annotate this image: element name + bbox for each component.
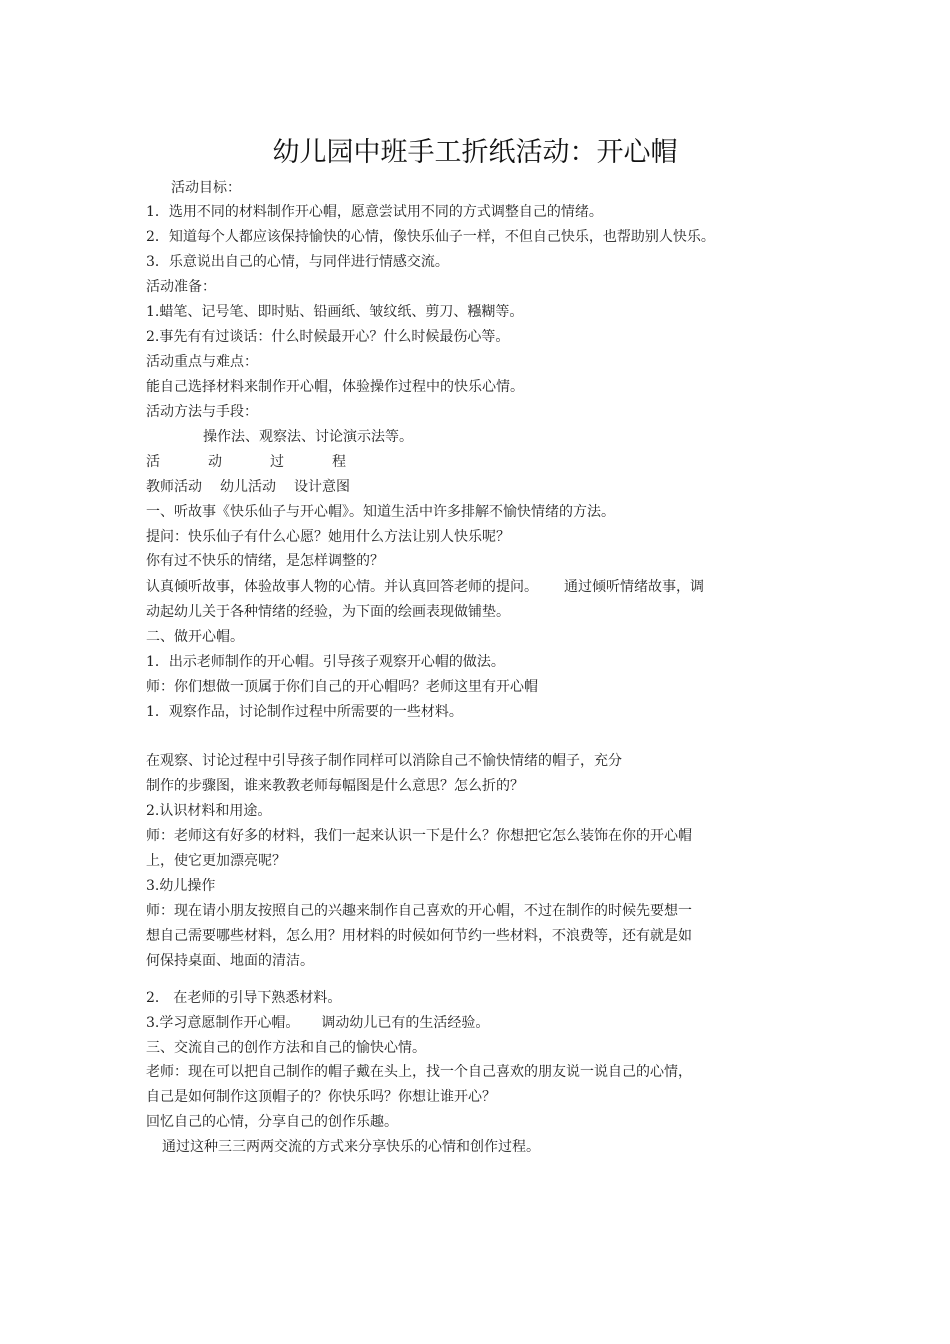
goal-item: 2．知道每个人都应该保持愉快的心情，像快乐仙子一样，不但自己快乐，也帮助别人快乐。 bbox=[146, 229, 715, 245]
paragraph: 上，使它更加漂亮呢？ bbox=[146, 853, 286, 869]
key-heading: 活动重点与难点： bbox=[146, 354, 258, 370]
prep-item: 1.蜡笔、记号笔、即时贴、铅画纸、皱纹纸、剪刀、糨糊等。 bbox=[146, 304, 524, 320]
paragraph: 自己是如何制作这顶帽子的？你快乐吗？你想让谁开心？ bbox=[146, 1089, 496, 1105]
paragraph: 3.幼儿操作 bbox=[146, 878, 216, 894]
paragraph: 师：老师这有好多的材料，我们一起来认识一下是什么？你想把它怎么装饰在你的开心帽 bbox=[146, 828, 692, 844]
paragraph: 师：你们想做一顶属于你们自己的开心帽吗？老师这里有开心帽 bbox=[146, 679, 538, 695]
paragraph: 师：现在请小朋友按照自己的兴趣来制作自己喜欢的开心帽，不过在制作的时候先要想一 bbox=[146, 903, 692, 919]
paragraph: 何保持桌面、地面的清洁。 bbox=[146, 953, 314, 969]
section-heading: 三、交流自己的创作方法和自己的愉快心情。 bbox=[146, 1040, 426, 1056]
paragraph: 2． 在老师的引导下熟悉材料。 bbox=[146, 990, 342, 1006]
paragraph: 1．出示老师制作的开心帽。引导孩子观察开心帽的做法。 bbox=[146, 654, 505, 670]
paragraph: 通过这种三三两两交流的方式来分享快乐的心情和创作过程。 bbox=[162, 1139, 540, 1155]
prep-item: 2.事先有有过谈话：什么时候最开心？什么时候最伤心等。 bbox=[146, 329, 510, 345]
column-header: 教师活动 bbox=[146, 479, 202, 495]
column-header: 设计意图 bbox=[294, 479, 350, 495]
design-intent: 通过倾听情绪故事，调 bbox=[564, 579, 704, 595]
paragraph bbox=[146, 1013, 489, 1033]
paragraph: 想自己需要哪些材料，怎么用？用材料的时候如何节约一些材料，不浪费等，还有就是如 bbox=[146, 928, 692, 944]
column-header: 幼儿活动 bbox=[220, 479, 276, 495]
process-char: 过 bbox=[270, 454, 284, 470]
goal-item: 3．乐意说出自己的心情，与同伴进行情感交流。 bbox=[146, 254, 449, 270]
design-intent: 调动幼儿已有的生活经验。 bbox=[321, 1015, 490, 1031]
goal-item: 1．选用不同的材料制作开心帽，愿意尝试用不同的方式调整自己的情绪。 bbox=[146, 204, 603, 220]
key-text: 能自己选择材料来制作开心帽，体验操作过程中的快乐心情。 bbox=[146, 379, 524, 395]
process-char: 活 bbox=[146, 454, 160, 470]
paragraph: 在观察、讨论过程中引导孩子制作同样可以消除自己不愉快情绪的帽子，充分 bbox=[146, 753, 622, 769]
prep-heading: 活动准备： bbox=[146, 279, 216, 295]
paragraph: 制作的步骤图，谁来教教老师每幅图是什么意思？怎么折的？ bbox=[146, 778, 524, 794]
section-heading: 二、做开心帽。 bbox=[146, 629, 244, 645]
process-heading bbox=[146, 452, 394, 472]
paragraph: 1．观察作品，讨论制作过程中所需要的一些材料。 bbox=[146, 704, 463, 720]
paragraph: 2.认识材料和用途。 bbox=[146, 803, 272, 819]
method-text: 操作法、观察法、讨论演示法等。 bbox=[203, 429, 413, 445]
process-char: 程 bbox=[332, 454, 346, 470]
column-headers bbox=[146, 477, 350, 497]
method-heading: 活动方法与手段： bbox=[146, 404, 258, 420]
paragraph: 动起幼儿关于各种情绪的经验，为下面的绘画表现做铺垫。 bbox=[146, 604, 510, 620]
child-activity: 认真倾听故事，体验故事人物的心情。并认真回答老师的提问。 bbox=[146, 579, 538, 595]
paragraph: 回忆自己的心情，分享自己的创作乐趣。 bbox=[146, 1114, 398, 1130]
section-heading: 一、听故事《快乐仙子与开心帽》。知道生活中许多排解不愉快情绪的方法。 bbox=[146, 504, 615, 520]
child-activity: 3.学习意愿制作开心帽。 bbox=[146, 1015, 300, 1031]
process-char: 动 bbox=[208, 454, 222, 470]
document-title: 幼儿园中班手工折纸活动：开心帽 bbox=[272, 137, 678, 168]
goal-heading: 活动目标： bbox=[171, 180, 241, 196]
paragraph: 提问：快乐仙子有什么心愿？她用什么方法让别人快乐呢？ bbox=[146, 529, 510, 545]
paragraph: 你有过不快乐的情绪，是怎样调整的？ bbox=[146, 553, 384, 569]
paragraph bbox=[146, 577, 704, 597]
paragraph: 老师：现在可以把自己制作的帽子戴在头上，找一个自己喜欢的朋友说一说自己的心情， bbox=[146, 1064, 692, 1080]
